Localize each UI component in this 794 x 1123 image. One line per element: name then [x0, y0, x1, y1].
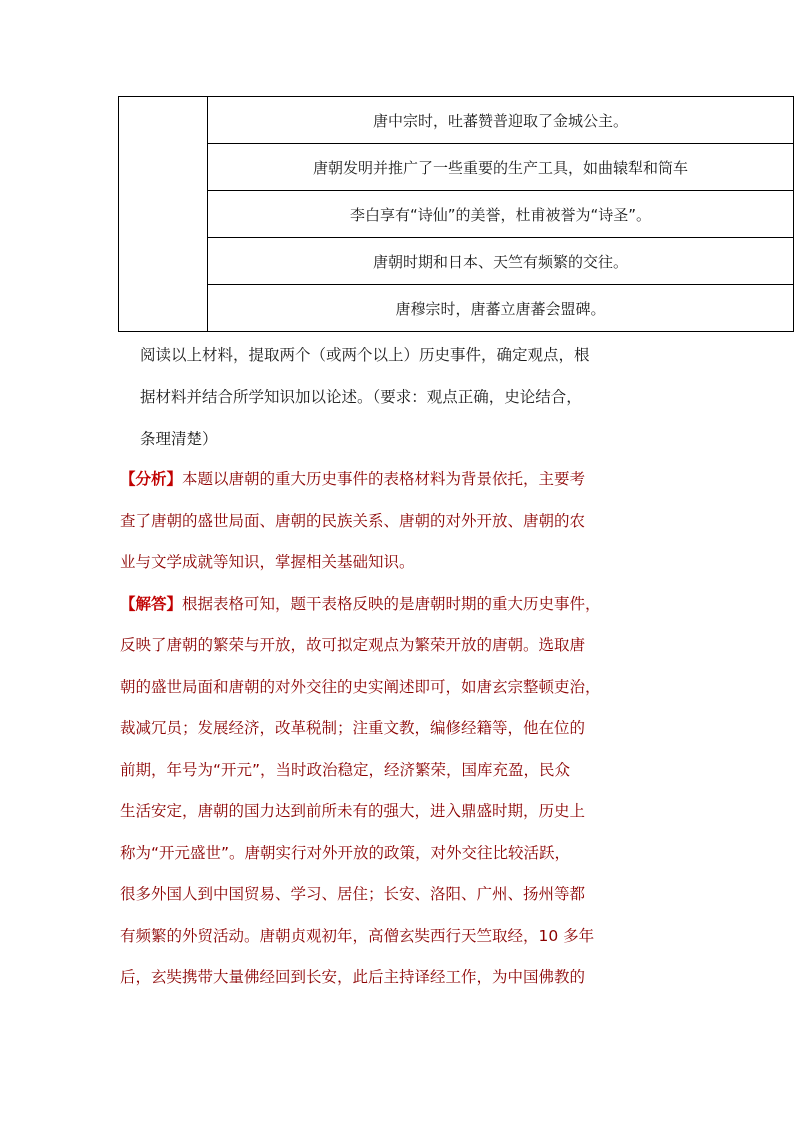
question-line: 据材料并结合所学知识加以论述。（要求：观点正确，史论结合， — [140, 388, 582, 406]
answer-line — [120, 592, 601, 614]
analysis-line: 业与文学成就等知识，掌握相关基础知识。 — [120, 553, 415, 571]
answer-line: 生活安定，唐朝的国力达到前所未有的强大，进入鼎盛时期，历史上 — [120, 802, 586, 820]
table-row — [119, 97, 794, 144]
table-cell: 唐朝发明并推广了一些重要的生产工具，如曲辕犁和筒车 — [208, 144, 794, 191]
question-line: 阅读以上材料，提取两个（或两个以上）历史事件，确定观点，根 — [140, 346, 590, 364]
answer-line: 后，玄奘携带大量佛经回到长安，此后主持译经工作，为中国佛教的 — [120, 968, 586, 986]
analysis-text: 本题以唐朝的重大历史事件的表格材料为背景依托，主要考 — [182, 470, 586, 488]
answer-tag: 【解答】 — [120, 595, 183, 613]
table-row — [119, 285, 794, 332]
analysis-line: 查了唐朝的盛世局面、唐朝的民族关系、唐朝的对外开放、唐朝的农 — [120, 512, 586, 530]
table-left-cell — [119, 97, 208, 332]
analysis-tag: 【分析】 — [120, 470, 183, 488]
table-row — [119, 238, 794, 285]
table-cell: 唐中宗时，吐蕃赞普迎取了金城公主。 — [208, 97, 794, 144]
answer-text: 根据表格可知，题干表格反映的是唐朝时期的重大历史事件， — [182, 595, 601, 613]
table-cell: 唐朝时期和日本、天竺有频繁的交往。 — [208, 238, 794, 285]
answer-line: 反映了唐朝的繁荣与开放，故可拟定观点为繁荣开放的唐朝。选取唐 — [120, 636, 586, 654]
answer-line: 前期，年号为“开元”，当时政治稳定，经济繁荣，国库充盈，民众 — [120, 761, 571, 779]
question-line: 条理清楚） — [140, 430, 218, 448]
answer-line: 朝的盛世局面和唐朝的对外交往的史实阐述即可，如唐玄宗整顿吏治， — [120, 678, 601, 696]
answer-line: 有频繁的外贸活动。唐朝贞观初年，高僧玄奘西行天竺取经，10 多年 — [120, 927, 595, 945]
table-cell: 李白享有“诗仙”的美誉，杜甫被誉为“诗圣”。 — [208, 191, 794, 238]
answer-line: 裁减冗员；发展经济，改革税制；注重文教，编修经籍等，他在位的 — [120, 719, 586, 737]
table-cell: 唐穆宗时，唐蕃立唐蕃会盟碑。 — [208, 285, 794, 332]
table-row — [119, 144, 794, 191]
table-row — [119, 191, 794, 238]
history-events-table — [118, 96, 794, 332]
answer-line: 很多外国人到中国贸易、学习、居住；长安、洛阳、广州、扬州等都 — [120, 885, 586, 903]
analysis-line — [120, 467, 585, 489]
answer-line: 称为“开元盛世”。唐朝实行对外开放的政策，对外交往比较活跃， — [120, 844, 571, 862]
